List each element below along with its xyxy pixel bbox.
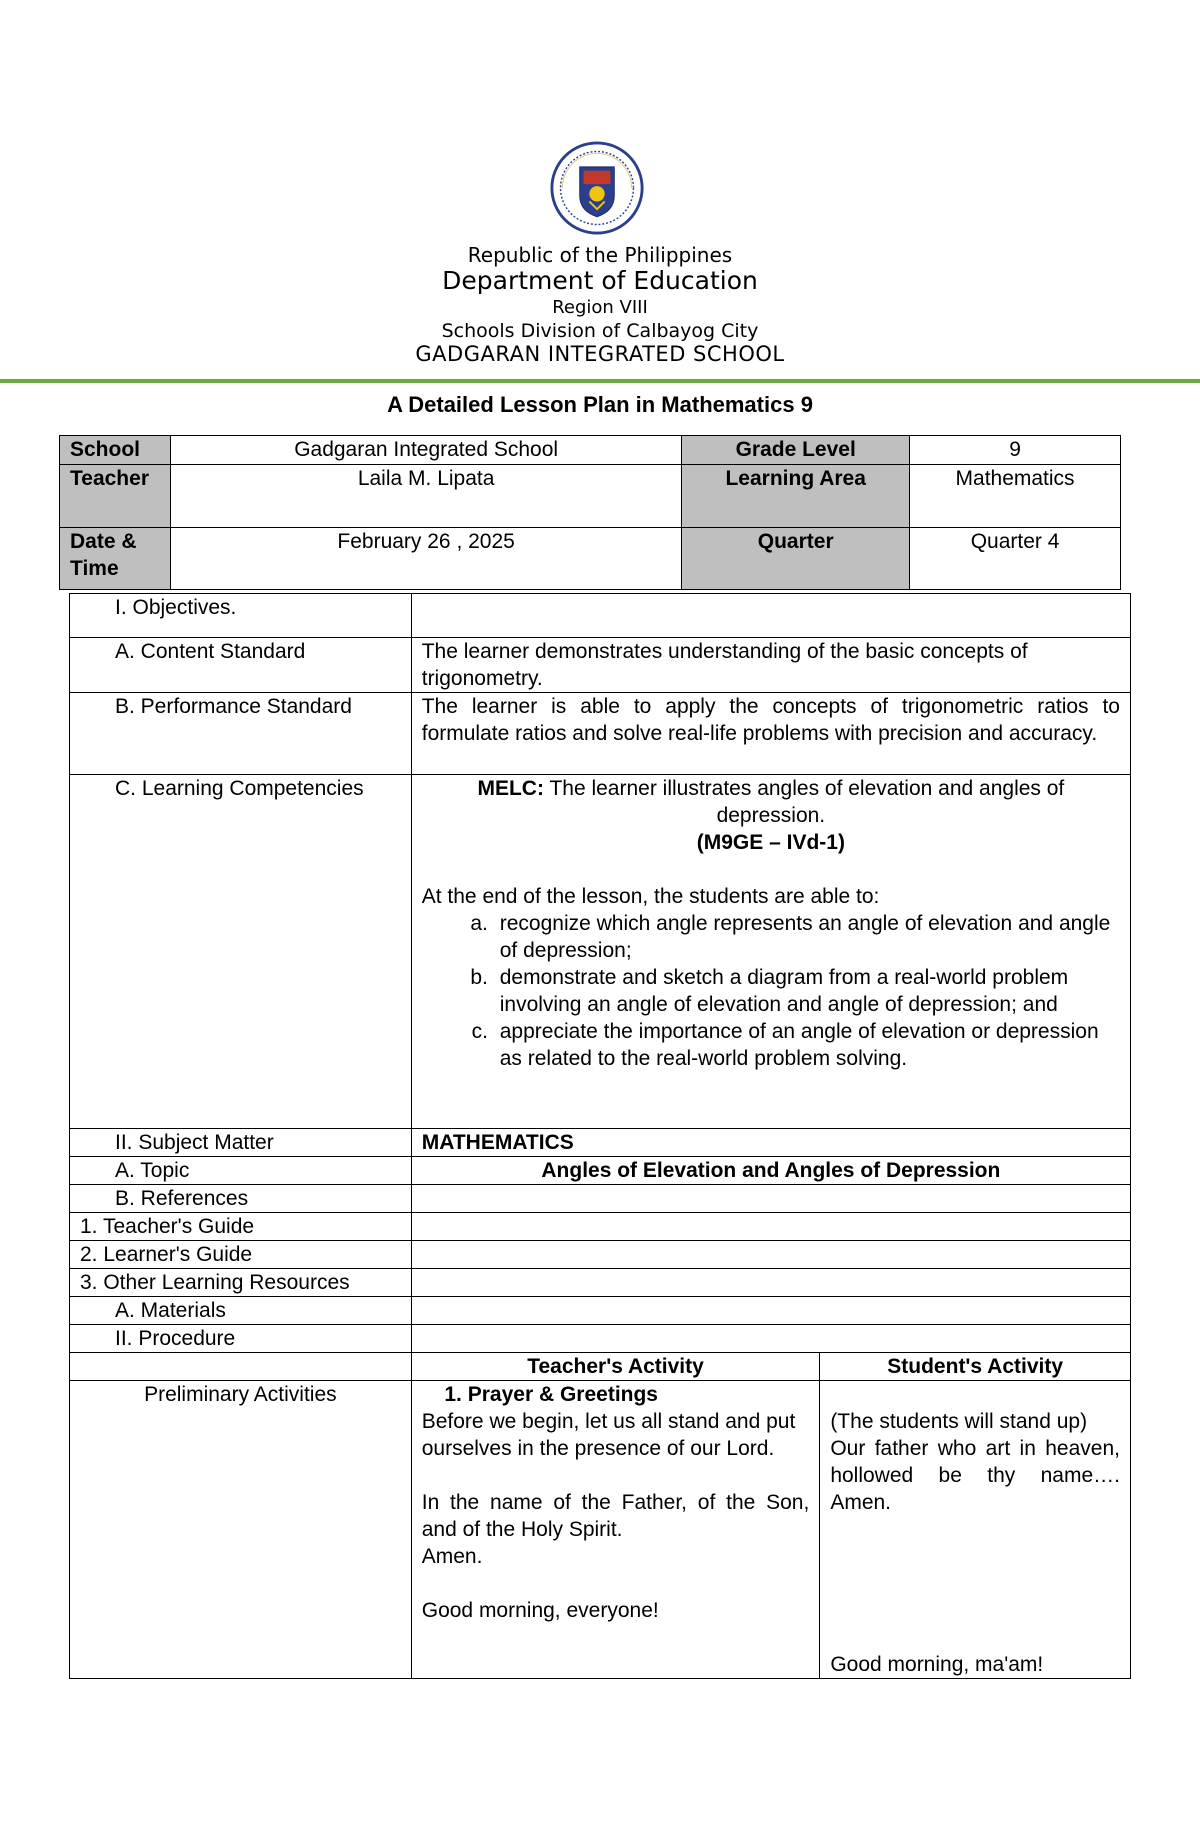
subject-label: II. Subject Matter [70, 1129, 412, 1157]
content-standard-label: A. Content Standard [70, 638, 412, 693]
objectives-label: I. Objectives. [70, 594, 412, 638]
header-republic: Republic of the Philippines [467, 243, 733, 267]
materials-label: A. Materials [70, 1297, 412, 1325]
teacher-activity-cell [411, 1381, 820, 1679]
school-value: Gadgaran Integrated School [170, 436, 681, 465]
row-learners-guide [70, 1241, 1131, 1269]
end-intro: At the end of the lesson, the students are able to: [421, 885, 880, 908]
prayer-heading: 1. Prayer & Greetings [468, 1381, 810, 1408]
row-subject-matter [70, 1129, 1131, 1157]
teacher-greeting: Good morning, everyone! [421, 1599, 659, 1622]
performance-standard-label: B. Performance Standard [70, 693, 412, 775]
row-other-resources [70, 1269, 1131, 1297]
header-region: Region VIII [552, 297, 648, 318]
header-school: GADGARAN INTEGRATED SCHOOL [415, 342, 785, 366]
performance-standard-text: The learner is able to apply the concepts of trigonometric ratios to formulate ratios and solve real-life problems with precision and accuracy. [411, 693, 1130, 775]
subject-value: MATHEMATICS [411, 1129, 1130, 1157]
teacher-line-1: Before we begin, let us all stand and put ourselves in the presence of our Lord. [421, 1410, 796, 1460]
row-procedure [70, 1325, 1131, 1353]
list-item: c. appreciate the importance of an angle of elevation or depression as related to the real-world problem solving. [494, 1018, 1120, 1072]
row-teachers-guide [70, 1213, 1131, 1241]
student-activity-header: Student's Activity [820, 1353, 1131, 1381]
info-row-school [60, 436, 1121, 465]
preliminary-label: Preliminary Activities [70, 1381, 412, 1679]
objectives-list [422, 910, 1120, 1072]
teacher-line-2: In the name of the Father, of the Son, and of the Holy Spirit. [421, 1491, 810, 1541]
content-standard-text: The learner demonstrates understanding of the basic concepts of trigonometry. [411, 638, 1130, 693]
row-topic [70, 1157, 1131, 1185]
row-materials [70, 1297, 1131, 1325]
header-department: Department of Education [442, 266, 758, 295]
topic-label: A. Topic [70, 1157, 412, 1185]
melc-label: MELC: [477, 777, 544, 800]
topic-value: Angles of Elevation and Angles of Depression [411, 1157, 1130, 1185]
grade-value: 9 [910, 436, 1121, 465]
objectives-value [411, 594, 1130, 638]
melc-text: The learner illustrates angles of elevation and angles of depression. [549, 777, 1065, 827]
teacher-label: Teacher [60, 465, 171, 528]
student-line-1: (The students will stand up) [830, 1410, 1088, 1433]
list-item: b. demonstrate and sketch a diagram from a real-world problem involving an angle of elevation and angle of depression; and [494, 964, 1120, 1018]
row-performance-standard [70, 693, 1131, 775]
info-table [59, 435, 1121, 590]
plan-title: A Detailed Lesson Plan in Mathematics 9 [387, 392, 813, 417]
teacher-amen: Amen. [421, 1545, 483, 1568]
deped-seal-logo [549, 140, 645, 236]
row-activity-headers [70, 1353, 1131, 1381]
melc-code: (M9GE – IVd-1) [696, 831, 845, 854]
row-learning-competencies [70, 775, 1131, 1129]
competencies-label: C. Learning Competencies [70, 775, 412, 1129]
student-activity-cell [820, 1381, 1131, 1679]
list-item: a. recognize which angle represents an angle of elevation and angle of depression; [494, 910, 1120, 964]
area-label: Learning Area [682, 465, 910, 528]
teachers-guide-label: 1. Teacher's Guide [70, 1213, 412, 1241]
quarter-value: Quarter 4 [910, 528, 1121, 590]
competencies-cell [411, 775, 1130, 1129]
other-resources-label: 3. Other Learning Resources [70, 1269, 412, 1297]
header-divider [0, 379, 1200, 383]
student-greeting: Good morning, ma'am! [830, 1653, 1044, 1676]
references-label: B. References [70, 1185, 412, 1213]
area-value: Mathematics [910, 465, 1121, 528]
row-preliminary [70, 1381, 1131, 1679]
lesson-plan-table [69, 593, 1131, 1679]
prayer-list [422, 1381, 810, 1408]
school-label: School [60, 436, 171, 465]
header-division: Schools Division of Calbayog City [441, 320, 759, 342]
melc-statement [422, 775, 1120, 829]
teacher-value: Laila M. Lipata [170, 465, 681, 528]
row-content-standard [70, 638, 1131, 693]
learners-guide-label: 2. Learner's Guide [70, 1241, 412, 1269]
date-label: Date & Time [60, 528, 171, 590]
grade-label: Grade Level [682, 436, 910, 465]
teacher-activity-header: Teacher's Activity [411, 1353, 820, 1381]
student-line-2: Our father who art in heaven, hollowed be thy name…. Amen. [830, 1437, 1120, 1514]
info-row-date [60, 528, 1121, 590]
date-value: February 26 , 2025 [170, 528, 681, 590]
row-objectives [70, 594, 1131, 638]
info-row-teacher [60, 465, 1121, 528]
quarter-label: Quarter [682, 528, 910, 590]
procedure-label: II. Procedure [70, 1325, 412, 1353]
row-references [70, 1185, 1131, 1213]
